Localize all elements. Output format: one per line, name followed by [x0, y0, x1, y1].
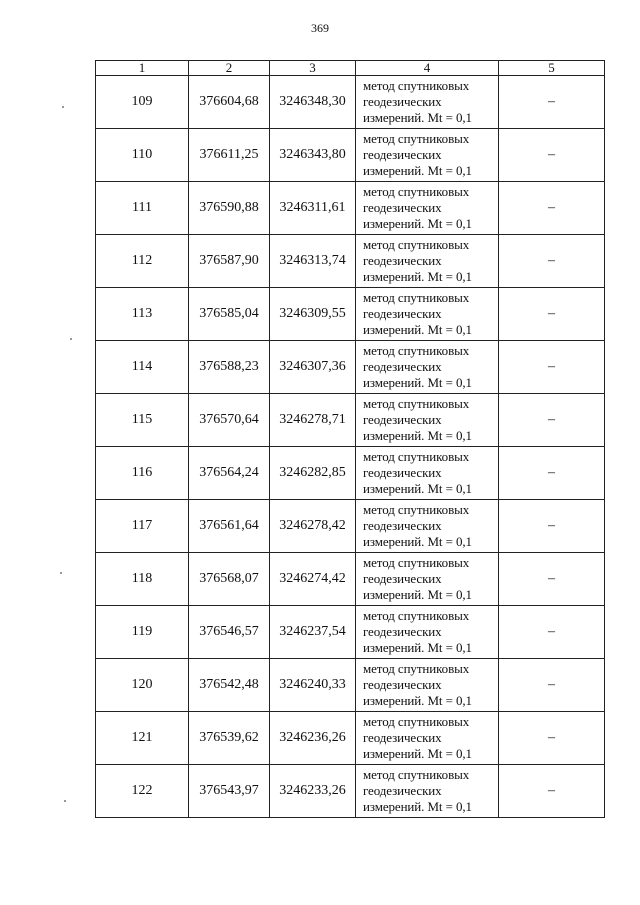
point-number-cell: 109 [96, 76, 189, 129]
point-number-cell: 115 [96, 394, 189, 447]
scan-speck [70, 338, 72, 340]
y-coordinate-cell: 3246237,54 [270, 606, 356, 659]
note-cell: – [499, 659, 605, 712]
column-header: 3 [270, 61, 356, 76]
method-line: измерений. Mt = 0,1 [363, 693, 472, 708]
x-coordinate-cell: 376568,07 [189, 553, 270, 606]
method-line: измерений. Mt = 0,1 [363, 322, 472, 337]
method-cell [356, 765, 499, 818]
table-row [96, 447, 605, 500]
table-row [96, 182, 605, 235]
method-cell [356, 288, 499, 341]
method-cell [356, 606, 499, 659]
method-line: метод спутниковых [363, 661, 470, 676]
table-row [96, 606, 605, 659]
x-coordinate-cell: 376539,62 [189, 712, 270, 765]
method-line: метод спутниковых [363, 449, 470, 464]
method-line: измерений. Mt = 0,1 [363, 163, 472, 178]
method-line: метод спутниковых [363, 184, 470, 199]
x-coordinate-cell: 376585,04 [189, 288, 270, 341]
method-cell [356, 76, 499, 129]
point-number-cell: 112 [96, 235, 189, 288]
method-line: геодезических [363, 624, 442, 639]
y-coordinate-cell: 3246278,71 [270, 394, 356, 447]
table-row [96, 288, 605, 341]
method-cell [356, 129, 499, 182]
scan-speck [62, 106, 64, 108]
method-line: геодезических [363, 518, 442, 533]
y-coordinate-cell: 3246309,55 [270, 288, 356, 341]
method-line: метод спутниковых [363, 343, 470, 358]
table-row [96, 235, 605, 288]
note-cell: – [499, 129, 605, 182]
method-line: геодезических [363, 730, 442, 745]
method-line: геодезических [363, 147, 442, 162]
y-coordinate-cell: 3246240,33 [270, 659, 356, 712]
method-line: метод спутниковых [363, 78, 470, 93]
x-coordinate-cell: 376587,90 [189, 235, 270, 288]
note-cell: – [499, 765, 605, 818]
x-coordinate-cell: 376611,25 [189, 129, 270, 182]
point-number-cell: 116 [96, 447, 189, 500]
point-number-cell: 110 [96, 129, 189, 182]
point-number-cell: 111 [96, 182, 189, 235]
table-row [96, 765, 605, 818]
point-number-cell: 119 [96, 606, 189, 659]
method-line: метод спутниковых [363, 131, 470, 146]
x-coordinate-cell: 376543,97 [189, 765, 270, 818]
y-coordinate-cell: 3246282,85 [270, 447, 356, 500]
table-row [96, 341, 605, 394]
method-line: измерений. Mt = 0,1 [363, 375, 472, 390]
method-cell [356, 235, 499, 288]
x-coordinate-cell: 376542,48 [189, 659, 270, 712]
method-cell [356, 659, 499, 712]
point-number-cell: 121 [96, 712, 189, 765]
method-line: измерений. Mt = 0,1 [363, 587, 472, 602]
method-line: метод спутниковых [363, 396, 470, 411]
method-line: метод спутниковых [363, 555, 470, 570]
scan-speck [60, 572, 62, 574]
method-line: измерений. Mt = 0,1 [363, 269, 472, 284]
y-coordinate-cell: 3246236,26 [270, 712, 356, 765]
method-line: геодезических [363, 783, 442, 798]
table-row [96, 76, 605, 129]
y-coordinate-cell: 3246313,74 [270, 235, 356, 288]
method-line: геодезических [363, 200, 442, 215]
table-row [96, 129, 605, 182]
method-line: измерений. Mt = 0,1 [363, 640, 472, 655]
method-line: геодезических [363, 412, 442, 427]
table-row [96, 553, 605, 606]
point-number-cell: 120 [96, 659, 189, 712]
note-cell: – [499, 235, 605, 288]
method-line: измерений. Mt = 0,1 [363, 110, 472, 125]
column-header: 4 [356, 61, 499, 76]
method-cell [356, 553, 499, 606]
x-coordinate-cell: 376561,64 [189, 500, 270, 553]
table-row [96, 394, 605, 447]
table-body [96, 76, 605, 818]
x-coordinate-cell: 376590,88 [189, 182, 270, 235]
method-line: геодезических [363, 306, 442, 321]
point-number-cell: 122 [96, 765, 189, 818]
method-line: метод спутниковых [363, 767, 470, 782]
method-line: геодезических [363, 94, 442, 109]
method-line: метод спутниковых [363, 237, 470, 252]
y-coordinate-cell: 3246343,80 [270, 129, 356, 182]
method-line: измерений. Mt = 0,1 [363, 216, 472, 231]
table-header-row [96, 61, 605, 76]
column-header: 2 [189, 61, 270, 76]
method-cell [356, 182, 499, 235]
method-line: измерений. Mt = 0,1 [363, 799, 472, 814]
method-cell [356, 341, 499, 394]
point-number-cell: 117 [96, 500, 189, 553]
y-coordinate-cell: 3246274,42 [270, 553, 356, 606]
note-cell: – [499, 288, 605, 341]
method-line: метод спутниковых [363, 608, 470, 623]
x-coordinate-cell: 376564,24 [189, 447, 270, 500]
note-cell: – [499, 182, 605, 235]
method-cell [356, 500, 499, 553]
note-cell: – [499, 341, 605, 394]
note-cell: – [499, 447, 605, 500]
note-cell: – [499, 76, 605, 129]
note-cell: – [499, 712, 605, 765]
table-row [96, 659, 605, 712]
y-coordinate-cell: 3246311,61 [270, 182, 356, 235]
note-cell: – [499, 500, 605, 553]
method-line: геодезических [363, 677, 442, 692]
method-line: метод спутниковых [363, 714, 470, 729]
scan-speck [64, 800, 66, 802]
column-header: 1 [96, 61, 189, 76]
y-coordinate-cell: 3246278,42 [270, 500, 356, 553]
point-number-cell: 114 [96, 341, 189, 394]
y-coordinate-cell: 3246233,26 [270, 765, 356, 818]
method-line: измерений. Mt = 0,1 [363, 534, 472, 549]
method-line: метод спутниковых [363, 502, 470, 517]
method-line: измерений. Mt = 0,1 [363, 428, 472, 443]
page-number: 369 [311, 21, 329, 35]
method-line: геодезических [363, 571, 442, 586]
x-coordinate-cell: 376546,57 [189, 606, 270, 659]
note-cell: – [499, 394, 605, 447]
y-coordinate-cell: 3246307,36 [270, 341, 356, 394]
point-number-cell: 113 [96, 288, 189, 341]
method-line: геодезических [363, 465, 442, 480]
column-header: 5 [499, 61, 605, 76]
method-line: метод спутниковых [363, 290, 470, 305]
x-coordinate-cell: 376604,68 [189, 76, 270, 129]
method-line: измерений. Mt = 0,1 [363, 746, 472, 761]
method-line: геодезических [363, 253, 442, 268]
method-cell [356, 394, 499, 447]
note-cell: – [499, 606, 605, 659]
note-cell: – [499, 553, 605, 606]
method-line: геодезических [363, 359, 442, 374]
coordinates-table [95, 60, 605, 818]
table-row [96, 500, 605, 553]
table-row [96, 712, 605, 765]
method-line: измерений. Mt = 0,1 [363, 481, 472, 496]
x-coordinate-cell: 376588,23 [189, 341, 270, 394]
x-coordinate-cell: 376570,64 [189, 394, 270, 447]
y-coordinate-cell: 3246348,30 [270, 76, 356, 129]
method-cell [356, 712, 499, 765]
point-number-cell: 118 [96, 553, 189, 606]
method-cell [356, 447, 499, 500]
